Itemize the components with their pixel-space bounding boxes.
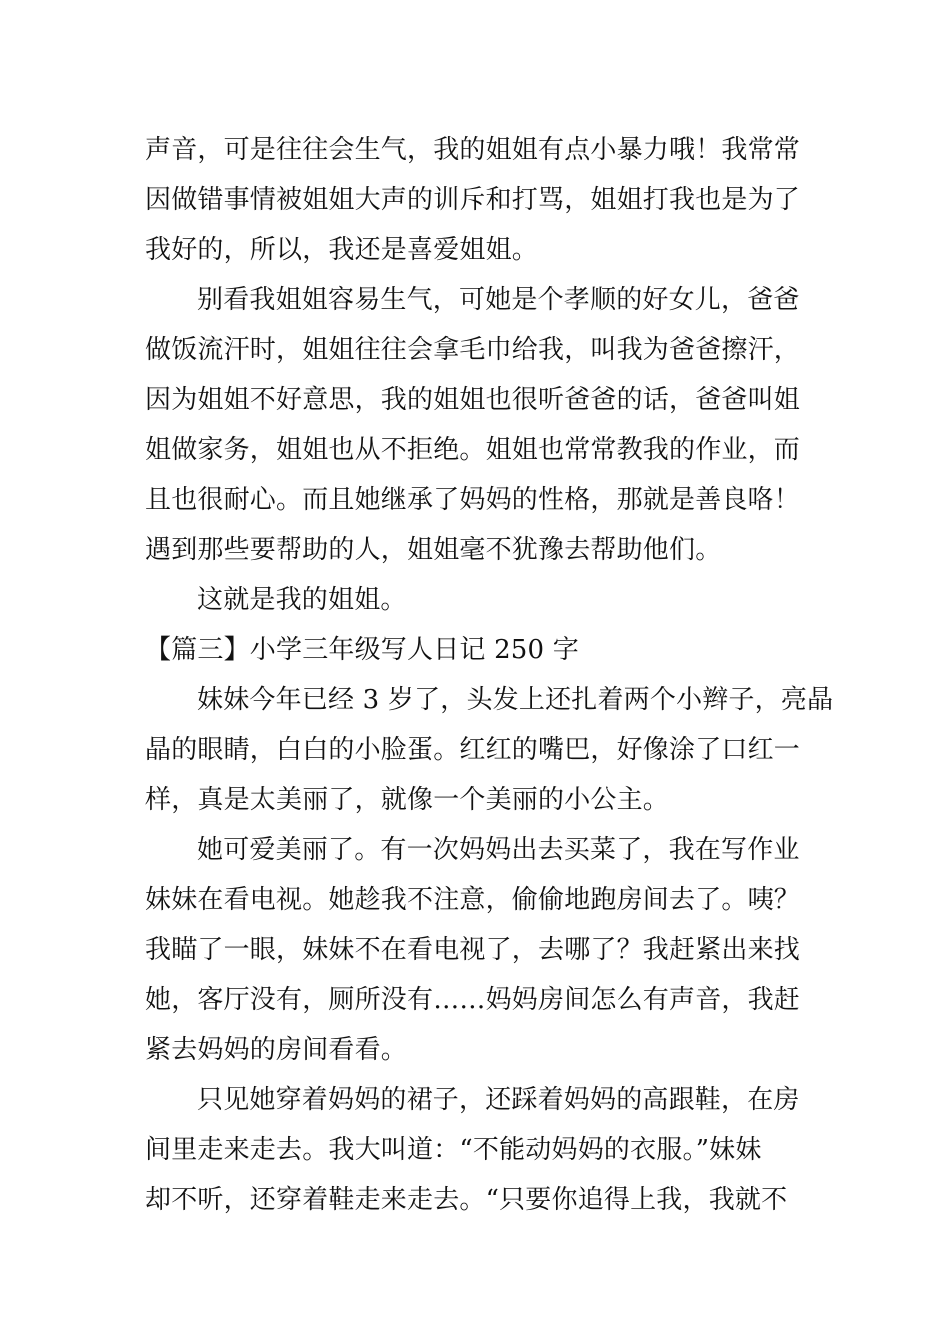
paragraph-start-line: 别看我姐姐容易生气，可她是个孝顺的好女儿，爸爸 xyxy=(197,285,800,315)
text-line: 做饭流汗时，姐姐往往会拿毛巾给我，叫我为爸爸擦汗， xyxy=(145,335,801,365)
paragraph-start-line: 妹妹今年已经 3 岁了，头发上还扎着两个小辫子，亮晶 xyxy=(197,685,834,715)
text-line: 紧去妈妈的房间看看。 xyxy=(145,1035,408,1065)
text-line: 声音，可是往往会生气，我的姐姐有点小暴力哦！我常常 xyxy=(145,135,801,165)
text-line: 间里走来走去。我大叫道：“不能动妈妈的衣服。”妹妹 xyxy=(145,1135,762,1165)
text-line: 样，真是太美丽了，就像一个美丽的小公主。 xyxy=(145,785,670,815)
text-line: 因为姐姐不好意思，我的姐姐也很听爸爸的话，爸爸叫姐 xyxy=(145,385,801,415)
text-line: 晶的眼睛，白白的小脸蛋。红红的嘴巴，好像涂了口红一 xyxy=(145,735,801,765)
text-line: 且也很耐心。而且她继承了妈妈的性格，那就是善良咯！ xyxy=(145,485,801,515)
text-line: 妹妹在看电视。她趁我不注意，偷偷地跑房间去了。咦？ xyxy=(145,885,801,915)
text-line: 我瞄了一眼，妹妹不在看电视了，去哪了？我赶紧出来找 xyxy=(145,935,801,965)
text-line: 我好的，所以，我还是喜爱姐姐。 xyxy=(145,235,539,265)
text-line: 姐做家务，姐姐也从不拒绝。姐姐也常常教我的作业，而 xyxy=(145,435,801,465)
text-line: 因做错事情被姐姐大声的训斥和打骂，姐姐打我也是为了 xyxy=(145,185,801,215)
text-line: 她，客厅没有，厕所没有……妈妈房间怎么有声音，我赶 xyxy=(145,985,801,1015)
section-heading: 【篇三】小学三年级写人日记 250 字 xyxy=(145,635,579,665)
paragraph-start-line: 这就是我的姐姐。 xyxy=(197,585,407,615)
paragraph-start-line: 只见她穿着妈妈的裙子，还踩着妈妈的高跟鞋，在房 xyxy=(197,1085,800,1115)
text-line: 却不听，还穿着鞋走来走去。“只要你追得上我，我就不 xyxy=(145,1185,788,1215)
paragraph-start-line: 她可爱美丽了。有一次妈妈出去买菜了，我在写作业 xyxy=(197,835,800,865)
text-line: 遇到那些要帮助的人，姐姐毫不犹豫去帮助他们。 xyxy=(145,535,722,565)
